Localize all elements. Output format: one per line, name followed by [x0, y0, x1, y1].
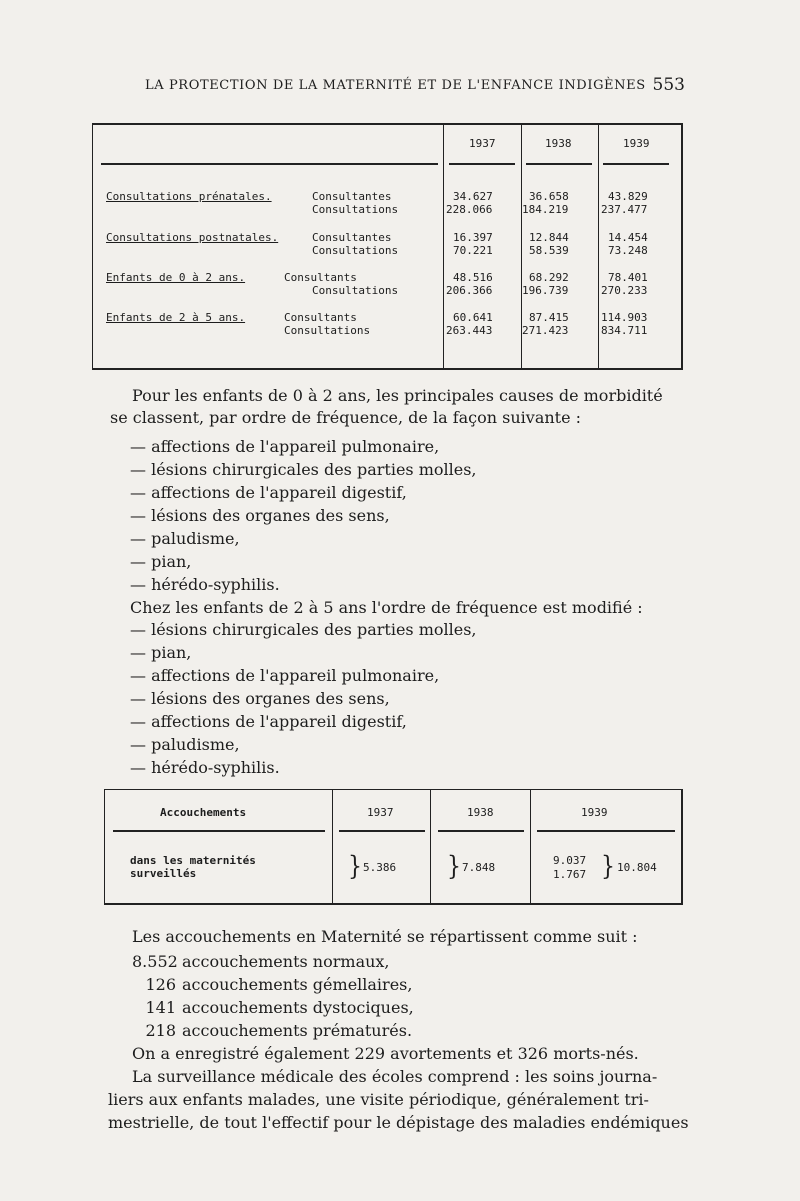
list-item: — lésions des organes des sens, [130, 506, 390, 525]
paragraph: On a enregistré également 229 avortements et 326 morts-nés. [132, 1044, 639, 1063]
cell: 43.829 [608, 190, 648, 203]
cell: 114.903 [601, 311, 648, 324]
list-item: — affections de l'appareil pulmonaire, [130, 666, 440, 685]
row-label: Consultantes [312, 231, 392, 244]
column-divider [443, 125, 444, 368]
row-label: surveillés [130, 867, 197, 880]
item-text: accouchements dystociques, [182, 998, 414, 1017]
cell: 68.292 [529, 271, 569, 284]
brace-icon: } [601, 851, 615, 882]
row-label: Consultants [284, 271, 357, 284]
list-item: — pian, [130, 552, 192, 571]
cell: 1.767 [553, 868, 587, 881]
cell: 206.366 [446, 284, 493, 297]
count: 218 [145, 1021, 176, 1040]
list-item: — affections de l'appareil pulmonaire, [130, 437, 440, 456]
list-item: — hérédo-syphilis. [130, 575, 280, 594]
column-divider [530, 790, 531, 903]
list-item: — paludisme, [130, 529, 240, 548]
year-header: 1939 [581, 806, 608, 819]
year-header: 1939 [623, 137, 650, 150]
cell: 34.627 [453, 190, 493, 203]
year-header: 1937 [367, 806, 394, 819]
paragraph: se classent, par ordre de fréquence, de la façon suivante : [110, 408, 582, 427]
consultations-table [92, 123, 683, 370]
count: 126 [145, 975, 176, 994]
header-title: LA PROTECTION DE LA MATERNITÉ ET DE L'ENFANCE INDIGÈNES [145, 78, 646, 93]
item-text: accouchements prématurés. [182, 1021, 413, 1040]
list-item: — hérédo-syphilis. [130, 758, 280, 777]
item-text: accouchements gémellaires, [182, 975, 413, 994]
cell: 60.641 [453, 311, 493, 324]
cell: 196.739 [522, 284, 569, 297]
deliveries-table [104, 789, 683, 905]
header-rule [438, 830, 524, 832]
list-item: — lésions des organes des sens, [130, 689, 390, 708]
paragraph: Les accouchements en Maternité se répartissent comme suit : [132, 927, 638, 946]
header-rule [449, 163, 515, 165]
cell: 834.711 [601, 324, 648, 337]
list-item: — affections de l'appareil digestif, [130, 483, 407, 502]
cell: 48.516 [453, 271, 493, 284]
group-label: Enfants de 2 à 5 ans. [106, 311, 246, 324]
year-header: 1938 [545, 137, 572, 150]
cell: 87.415 [529, 311, 569, 324]
list-item: — lésions chirurgicales des parties molles, [130, 460, 477, 479]
header-rule [603, 163, 669, 165]
list-item [132, 951, 390, 972]
count: 8.552 [132, 952, 178, 971]
group-label: Consultations postnatales. [106, 231, 279, 244]
cell: 184.219 [522, 203, 569, 216]
group-label: Consultations prénatales. [106, 190, 272, 203]
row-label: Consultations [312, 244, 399, 257]
year-header: 1937 [469, 137, 496, 150]
cell: 263.443 [446, 324, 493, 337]
brace-icon: } [348, 851, 362, 882]
cell: 237.477 [601, 203, 648, 216]
row-label: Consultations [312, 203, 399, 216]
cell: 14.454 [608, 231, 648, 244]
list-item: — paludisme, [130, 735, 240, 754]
item-text: accouchements normaux, [182, 952, 390, 971]
header-rule [339, 830, 425, 832]
cell: 12.844 [529, 231, 569, 244]
page-number: 553 [652, 75, 685, 95]
paragraph: Pour les enfants de 0 à 2 ans, les principales causes de morbidité [132, 386, 663, 405]
list-item [132, 1020, 412, 1041]
header-rule [101, 163, 438, 165]
cell: 36.658 [529, 190, 569, 203]
row-label: Consultantes [312, 190, 392, 203]
cell: 70.221 [453, 244, 493, 257]
running-header [145, 75, 685, 95]
cell: 16.397 [453, 231, 493, 244]
header-rule [113, 830, 325, 832]
paragraph: Chez les enfants de 2 à 5 ans l'ordre de fréquence est modifié : [130, 598, 643, 617]
year-header: 1938 [467, 806, 494, 819]
paragraph: La surveillance médicale des écoles comprend : les soins journa- [132, 1067, 658, 1086]
cell-total: 10.804 [617, 861, 657, 874]
header-rule [537, 830, 675, 832]
list-item: — lésions chirurgicales des parties molles, [130, 620, 477, 639]
row-label: Consultations [284, 324, 371, 337]
row-label: dans les maternités [130, 854, 256, 867]
column-header: Accouchements [160, 806, 247, 819]
cell: 271.423 [522, 324, 569, 337]
group-label: Enfants de 0 à 2 ans. [106, 271, 246, 284]
column-divider [332, 790, 333, 903]
cell: 9.037 [553, 854, 587, 867]
row-label: Consultants [284, 311, 357, 324]
count: 141 [145, 998, 176, 1017]
paragraph: mestrielle, de tout l'effectif pour le dépistage des maladies endémiques [108, 1113, 689, 1132]
cell: 78.401 [608, 271, 648, 284]
list-item [132, 997, 414, 1018]
list-item: — affections de l'appareil digestif, [130, 712, 407, 731]
cell: 58.539 [529, 244, 569, 257]
brace-icon: } [447, 851, 461, 882]
cell: 7.848 [462, 861, 496, 874]
list-item: — pian, [130, 643, 192, 662]
paragraph: liers aux enfants malades, une visite périodique, généralement tri- [108, 1090, 649, 1109]
list-item [132, 974, 412, 995]
cell: 270.233 [601, 284, 648, 297]
header-rule [526, 163, 592, 165]
cell: 5.386 [363, 861, 397, 874]
column-divider [598, 125, 599, 368]
cell: 228.066 [446, 203, 493, 216]
cell: 73.248 [608, 244, 648, 257]
column-divider [430, 790, 431, 903]
row-label: Consultations [312, 284, 399, 297]
